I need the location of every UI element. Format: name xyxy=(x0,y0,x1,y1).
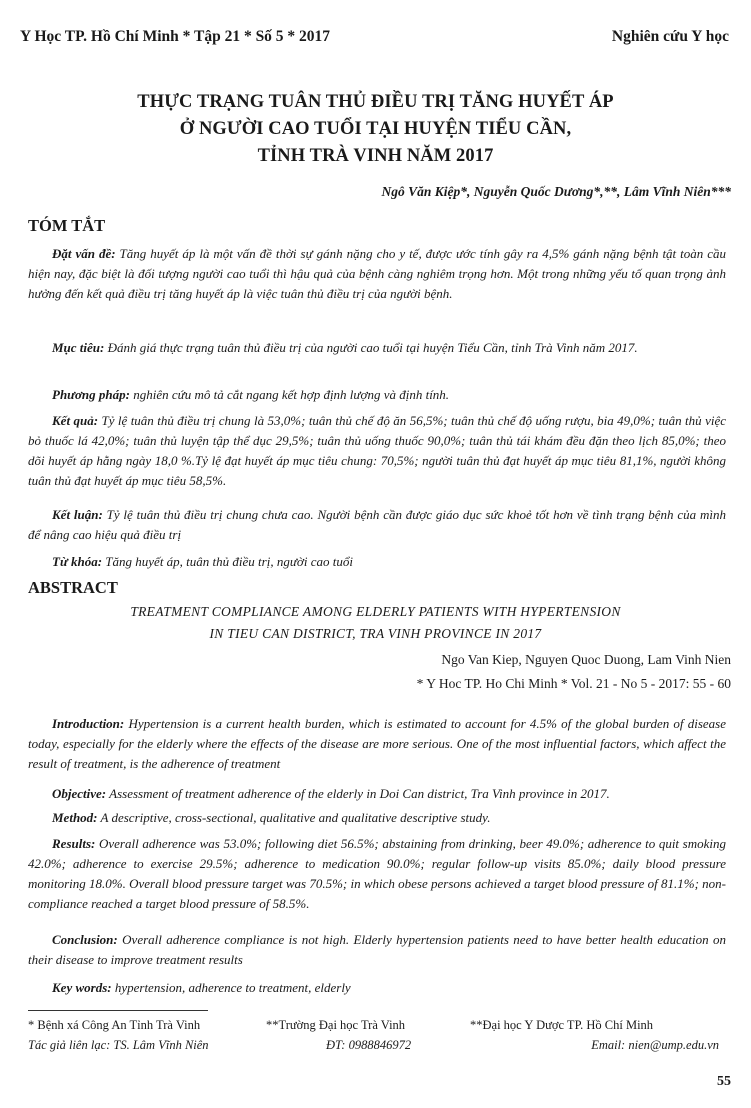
results-text: Tỷ lệ tuân thủ điều trị chung là 53,0%; tuân thủ chế độ ăn 56,5%; tuân thủ chế độ uống rượu, bia 49,0%; tuân thủ việc bỏ thuốc lá 42,0%; tuân thủ luyện tập thể dục 29,5%; tuân thủ uống thuốc 90,0%; tuân thủ tái khám đều đặn theo lịch 85,0%; theo dõi huyết áp hằng ngày 18,0 %.Tỷ lệ đạt huyết áp mục tiêu chung: 70,5%; người tuân thủ đạt huyết áp mục tiêu 81,1%, người không tuân thủ đạt huyết áp mục tiêu 58,5%. xyxy=(28,413,726,488)
footnote-affil-3: **Đại học Y Dược TP. Hồ Chí Minh xyxy=(470,1018,654,1032)
authors-en: Ngo Van Kiep, Nguyen Quoc Duong, Lam Vinh Nien xyxy=(441,652,731,667)
footnote-contact: Tác giả liên lạc: TS. Lâm Vĩnh Niên xyxy=(28,1038,209,1052)
keywords-text: Tăng huyết áp, tuân thủ điều trị, người cao tuổi xyxy=(105,554,353,569)
paper-title-line-2: Ở NGƯỜI CAO TUỔI TẠI HUYỆN TIỂU CẦN, xyxy=(179,119,572,139)
en-conclusion-text: Overall adherence compliance is not high. Elderly hypertension patients need to have better health education on their disease to improve treatment results xyxy=(28,932,726,967)
en-method-label: Method: xyxy=(52,810,98,825)
abstract-method xyxy=(28,808,726,828)
summary-objective xyxy=(28,338,726,358)
paper-title-line-1: THỰC TRẠNG TUÂN THỦ ĐIỀU TRỊ TĂNG HUYẾT ÁP xyxy=(137,92,614,112)
objective-label: Mục tiêu: xyxy=(52,340,105,355)
citation: * Y Hoc TP. Ho Chi Minh * Vol. 21 - No 5 - 2017: 55 - 60 xyxy=(416,676,731,691)
abstract-objective xyxy=(28,784,726,804)
footnote-affil-1: * Bệnh xá Công An Tỉnh Trà Vinh xyxy=(28,1018,201,1032)
footnote-phone: ĐT: 0988846972 xyxy=(326,1038,412,1052)
keywords-label: Từ khóa: xyxy=(52,554,103,569)
method-text: nghiên cứu mô tả cắt ngang kết hợp định lượng và định tính. xyxy=(133,387,450,402)
en-method-text: A descriptive, cross-sectional, qualitative and qualitative descriptive study. xyxy=(100,810,491,825)
summary-keywords xyxy=(28,552,726,572)
objective-text: Đánh giá thực trạng tuân thủ điều trị của người cao tuổi tại huyện Tiểu Cần, tỉnh Trà Vinh năm 2017. xyxy=(107,340,638,355)
conclusion-text: Tỷ lệ tuân thủ điều trị chung chưa cao. Người bệnh cần được giáo dục sức khoẻ tốt hơn về tình trạng bệnh của mình để nâng cao hiệu quả điều trị xyxy=(28,507,726,542)
results-label: Kết quả: xyxy=(52,413,99,428)
abstract-title-line-2: IN TIEU CAN DISTRICT, TRA VINH PROVINCE IN 2017 xyxy=(209,626,542,641)
abstract-introduction xyxy=(28,714,726,774)
summary-heading: TÓM TẮT xyxy=(28,216,106,235)
en-objective-label: Objective: xyxy=(52,786,107,801)
journal-header: Y Học TP. Hồ Chí Minh * Tập 21 * Số 5 * 2017 xyxy=(20,28,331,45)
intro-label: Introduction: xyxy=(52,716,125,731)
conclusion-label: Kết luận: xyxy=(52,507,103,522)
abstract-results xyxy=(28,834,726,914)
section-header: Nghiên cứu Y học xyxy=(611,28,729,45)
page-number: 55 xyxy=(717,1074,731,1089)
authors-vi: Ngô Văn Kiệp*, Nguyễn Quốc Dương*,**, Lâm Vĩnh Niên*** xyxy=(381,184,731,199)
method-label: Phương pháp: xyxy=(52,387,130,402)
footnote-rule xyxy=(28,1010,208,1011)
summary-conclusion xyxy=(28,505,726,545)
background-text: Tăng huyết áp là một vấn đề thời sự gánh nặng cho y tế, được ước tính gây ra 4,5% gánh nặng bệnh tật toàn cầu hiện nay, đặc biệt là đối tượng người cao tuổi thì hậu quả của bệnh càng nghiêm trọng hơn. Một trong những yếu tố quan trọng ảnh hưởng đến kết quả điều trị tăng huyết áp là việc tuân thủ điều trị của người bệnh. xyxy=(28,246,726,301)
intro-text: Hypertension is a current health burden, which is estimated to account for 4.5% of the global burden of disease today, especially for the elderly where the effects of the disease are more serious. One of the most influential factors, which affect the result of treatment, is the adherence of treatment xyxy=(28,716,726,771)
abstract-conclusion xyxy=(28,930,726,970)
en-conclusion-label: Conclusion: xyxy=(52,932,118,947)
en-objective-text: Assessment of treatment adherence of the elderly in Doi Can district, Tra Vinh province in 2017. xyxy=(109,786,610,801)
abstract-title-line-1: TREATMENT COMPLIANCE AMONG ELDERLY PATIENTS WITH HYPERTENSION xyxy=(130,604,621,619)
summary-method xyxy=(28,385,726,405)
en-keywords-label: Key words: xyxy=(52,980,112,995)
footnote-email: Email: nien@ump.edu.vn xyxy=(591,1038,719,1052)
background-label: Đặt vấn đề: xyxy=(52,246,116,261)
summary-background xyxy=(28,244,726,304)
summary-results xyxy=(28,411,726,491)
footnote-affil-2: **Trường Đại học Trà Vinh xyxy=(266,1018,406,1032)
en-keywords-text: hypertension, adherence to treatment, elderly xyxy=(114,980,351,995)
abstract-heading: ABSTRACT xyxy=(28,578,118,597)
paper-title-line-3: TỈNH TRÀ VINH NĂM 2017 xyxy=(257,146,494,166)
abstract-keywords xyxy=(28,978,726,998)
en-results-label: Results: xyxy=(52,836,96,851)
en-results-text: Overall adherence was 53.0%; following diet 56.5%; abstaining from drinking, beer 49.0%; adherence to quit smoking 42.0%; adherence to exercise 29.5%; adherence to medication 90.0%; regular follow-up visits 85.0%; daily blood pressure monitoring 18.0%. Overall blood pressure target was 70.5%; in which obese persons achieved a target blood pressure of 81.1%; non-compliance reached a target blood pressure of 58.5%. xyxy=(28,836,727,911)
